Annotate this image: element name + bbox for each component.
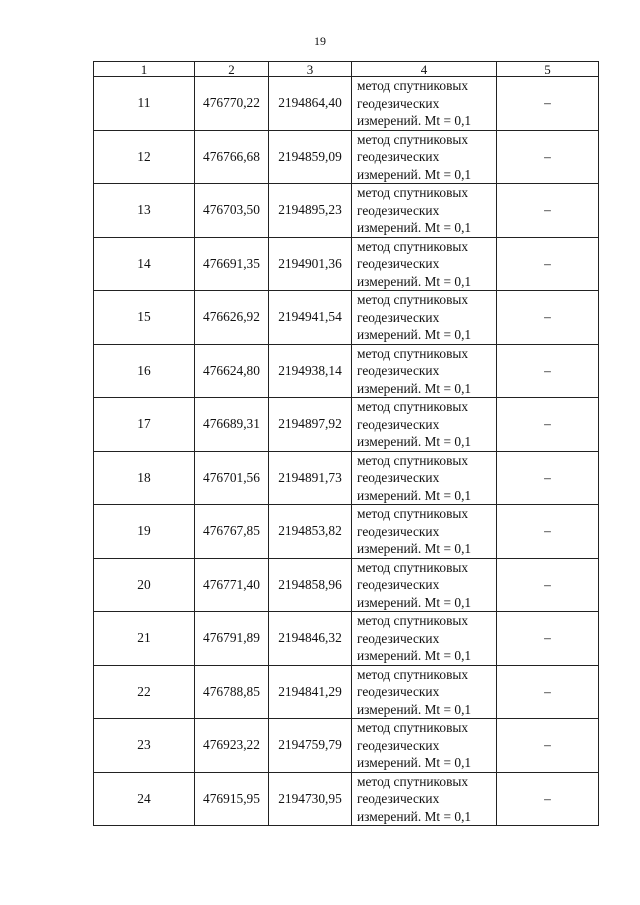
method-cell <box>352 184 497 238</box>
x-coordinate-cell: 476703,50 <box>195 184 269 238</box>
method-line: геодезических <box>357 256 440 271</box>
page-number: 19 <box>314 34 326 48</box>
method-line: метод спутниковых <box>357 613 469 628</box>
method-line: геодезических <box>357 416 440 432</box>
point-number-cell: 13 <box>94 184 195 238</box>
x-coordinate-cell: 476767,85 <box>195 505 269 559</box>
method-cell <box>352 505 497 559</box>
note-cell: – <box>497 719 599 773</box>
x-coordinate-cell: 476626,92 <box>195 291 269 345</box>
point-number-cell: 17 <box>94 398 195 452</box>
table-row <box>94 665 599 719</box>
method-line: метод спутниковых <box>357 720 469 735</box>
column-header: 2 <box>195 62 269 77</box>
note-cell: – <box>497 665 599 719</box>
method-cell <box>352 291 497 345</box>
table-row <box>94 344 599 398</box>
method-cell <box>352 451 497 505</box>
method-line: метод спутниковых <box>357 292 469 307</box>
note-cell: – <box>497 505 599 559</box>
point-number-cell: 19 <box>94 505 195 559</box>
method-line: измерений. Mt = 0,1 <box>357 166 472 182</box>
method-line: измерений. Mt = 0,1 <box>357 487 472 503</box>
method-line: геодезических <box>357 737 440 753</box>
y-coordinate-cell: 2194941,54 <box>269 291 352 345</box>
method-line: измерений. Mt = 0,1 <box>357 380 472 396</box>
table-row <box>94 612 599 666</box>
method-line: метод спутниковых <box>357 131 469 147</box>
method-line: метод спутниковых <box>357 185 469 200</box>
method-line: геодезических <box>357 363 440 378</box>
note-cell: – <box>497 77 599 131</box>
method-line: геодезических <box>357 523 440 539</box>
y-coordinate-cell: 2194901,36 <box>269 237 352 291</box>
method-line: геодезических <box>357 577 440 592</box>
method-line: измерений. Mt = 0,1 <box>357 808 472 824</box>
method-line: геодезических <box>357 630 440 646</box>
note-cell: – <box>497 291 599 345</box>
table-row <box>94 719 599 773</box>
table-row <box>94 451 599 505</box>
method-line: метод спутниковых <box>357 773 469 789</box>
method-line: метод спутниковых <box>357 238 469 254</box>
note-cell: – <box>497 344 599 398</box>
x-coordinate-cell: 476766,68 <box>195 130 269 184</box>
method-line: измерений. Mt = 0,1 <box>357 541 472 556</box>
method-line: геодезических <box>357 95 440 111</box>
method-cell <box>352 665 497 719</box>
method-cell <box>352 719 497 773</box>
method-line: геодезических <box>357 149 440 164</box>
method-cell <box>352 612 497 666</box>
y-coordinate-cell: 2194846,32 <box>269 612 352 666</box>
table-row <box>94 505 599 559</box>
x-coordinate-cell: 476915,95 <box>195 772 269 826</box>
method-cell <box>352 772 497 826</box>
x-coordinate-cell: 476701,56 <box>195 451 269 505</box>
method-line: геодезических <box>357 309 440 325</box>
point-number-cell: 14 <box>94 237 195 291</box>
method-cell <box>352 398 497 452</box>
y-coordinate-cell: 2194891,73 <box>269 451 352 505</box>
point-number-cell: 16 <box>94 344 195 398</box>
column-header: 5 <box>497 62 599 77</box>
y-coordinate-cell: 2194841,29 <box>269 665 352 719</box>
method-line: геодезических <box>357 470 440 485</box>
note-cell: – <box>497 772 599 826</box>
table-row <box>94 558 599 612</box>
coordinates-table <box>93 61 599 826</box>
note-cell: – <box>497 398 599 452</box>
x-coordinate-cell: 476923,22 <box>195 719 269 773</box>
method-line: измерений. Mt = 0,1 <box>357 113 472 128</box>
method-line: геодезических <box>357 684 440 699</box>
method-line: измерений. Mt = 0,1 <box>357 327 472 342</box>
point-number-cell: 24 <box>94 772 195 826</box>
method-line: метод спутниковых <box>357 506 469 521</box>
table-body <box>94 77 599 826</box>
method-line: геодезических <box>357 202 440 218</box>
method-cell <box>352 237 497 291</box>
table-row <box>94 130 599 184</box>
method-cell <box>352 77 497 131</box>
method-cell <box>352 130 497 184</box>
method-line: метод спутниковых <box>357 78 469 93</box>
x-coordinate-cell: 476770,22 <box>195 77 269 131</box>
note-cell: – <box>497 184 599 238</box>
y-coordinate-cell: 2194864,40 <box>269 77 352 131</box>
y-coordinate-cell: 2194759,79 <box>269 719 352 773</box>
point-number-cell: 20 <box>94 558 195 612</box>
method-line: метод спутниковых <box>357 666 469 682</box>
point-number-cell: 21 <box>94 612 195 666</box>
point-number-cell: 18 <box>94 451 195 505</box>
table-row <box>94 291 599 345</box>
table-header-row <box>94 62 599 77</box>
point-number-cell: 11 <box>94 77 195 131</box>
method-line: геодезических <box>357 791 440 806</box>
method-line: измерений. Mt = 0,1 <box>357 434 472 449</box>
y-coordinate-cell: 2194859,09 <box>269 130 352 184</box>
method-line: метод спутниковых <box>357 452 469 468</box>
method-line: измерений. Mt = 0,1 <box>357 755 472 770</box>
x-coordinate-cell: 476771,40 <box>195 558 269 612</box>
x-coordinate-cell: 476691,35 <box>195 237 269 291</box>
table-row <box>94 237 599 291</box>
method-cell <box>352 344 497 398</box>
note-cell: – <box>497 237 599 291</box>
point-number-cell: 12 <box>94 130 195 184</box>
y-coordinate-cell: 2194895,23 <box>269 184 352 238</box>
table-row <box>94 772 599 826</box>
method-line: метод спутниковых <box>357 559 469 575</box>
point-number-cell: 22 <box>94 665 195 719</box>
point-number-cell: 23 <box>94 719 195 773</box>
x-coordinate-cell: 476791,89 <box>195 612 269 666</box>
x-coordinate-cell: 476624,80 <box>195 344 269 398</box>
point-number-cell: 15 <box>94 291 195 345</box>
note-cell: – <box>497 130 599 184</box>
method-line: метод спутниковых <box>357 399 469 414</box>
table-row <box>94 77 599 131</box>
method-line: измерений. Mt = 0,1 <box>357 701 472 717</box>
y-coordinate-cell: 2194858,96 <box>269 558 352 612</box>
note-cell: – <box>497 612 599 666</box>
method-line: измерений. Mt = 0,1 <box>357 220 472 235</box>
method-cell <box>352 558 497 612</box>
table-row <box>94 184 599 238</box>
y-coordinate-cell: 2194730,95 <box>269 772 352 826</box>
table-row <box>94 398 599 452</box>
column-header: 1 <box>94 62 195 77</box>
method-line: измерений. Mt = 0,1 <box>357 273 472 289</box>
column-header: 4 <box>352 62 497 77</box>
y-coordinate-cell: 2194938,14 <box>269 344 352 398</box>
x-coordinate-cell: 476788,85 <box>195 665 269 719</box>
column-header: 3 <box>269 62 352 77</box>
method-line: измерений. Mt = 0,1 <box>357 594 472 610</box>
method-line: измерений. Mt = 0,1 <box>357 648 472 663</box>
y-coordinate-cell: 2194853,82 <box>269 505 352 559</box>
method-line: метод спутниковых <box>357 345 469 361</box>
x-coordinate-cell: 476689,31 <box>195 398 269 452</box>
note-cell: – <box>497 558 599 612</box>
note-cell: – <box>497 451 599 505</box>
y-coordinate-cell: 2194897,92 <box>269 398 352 452</box>
